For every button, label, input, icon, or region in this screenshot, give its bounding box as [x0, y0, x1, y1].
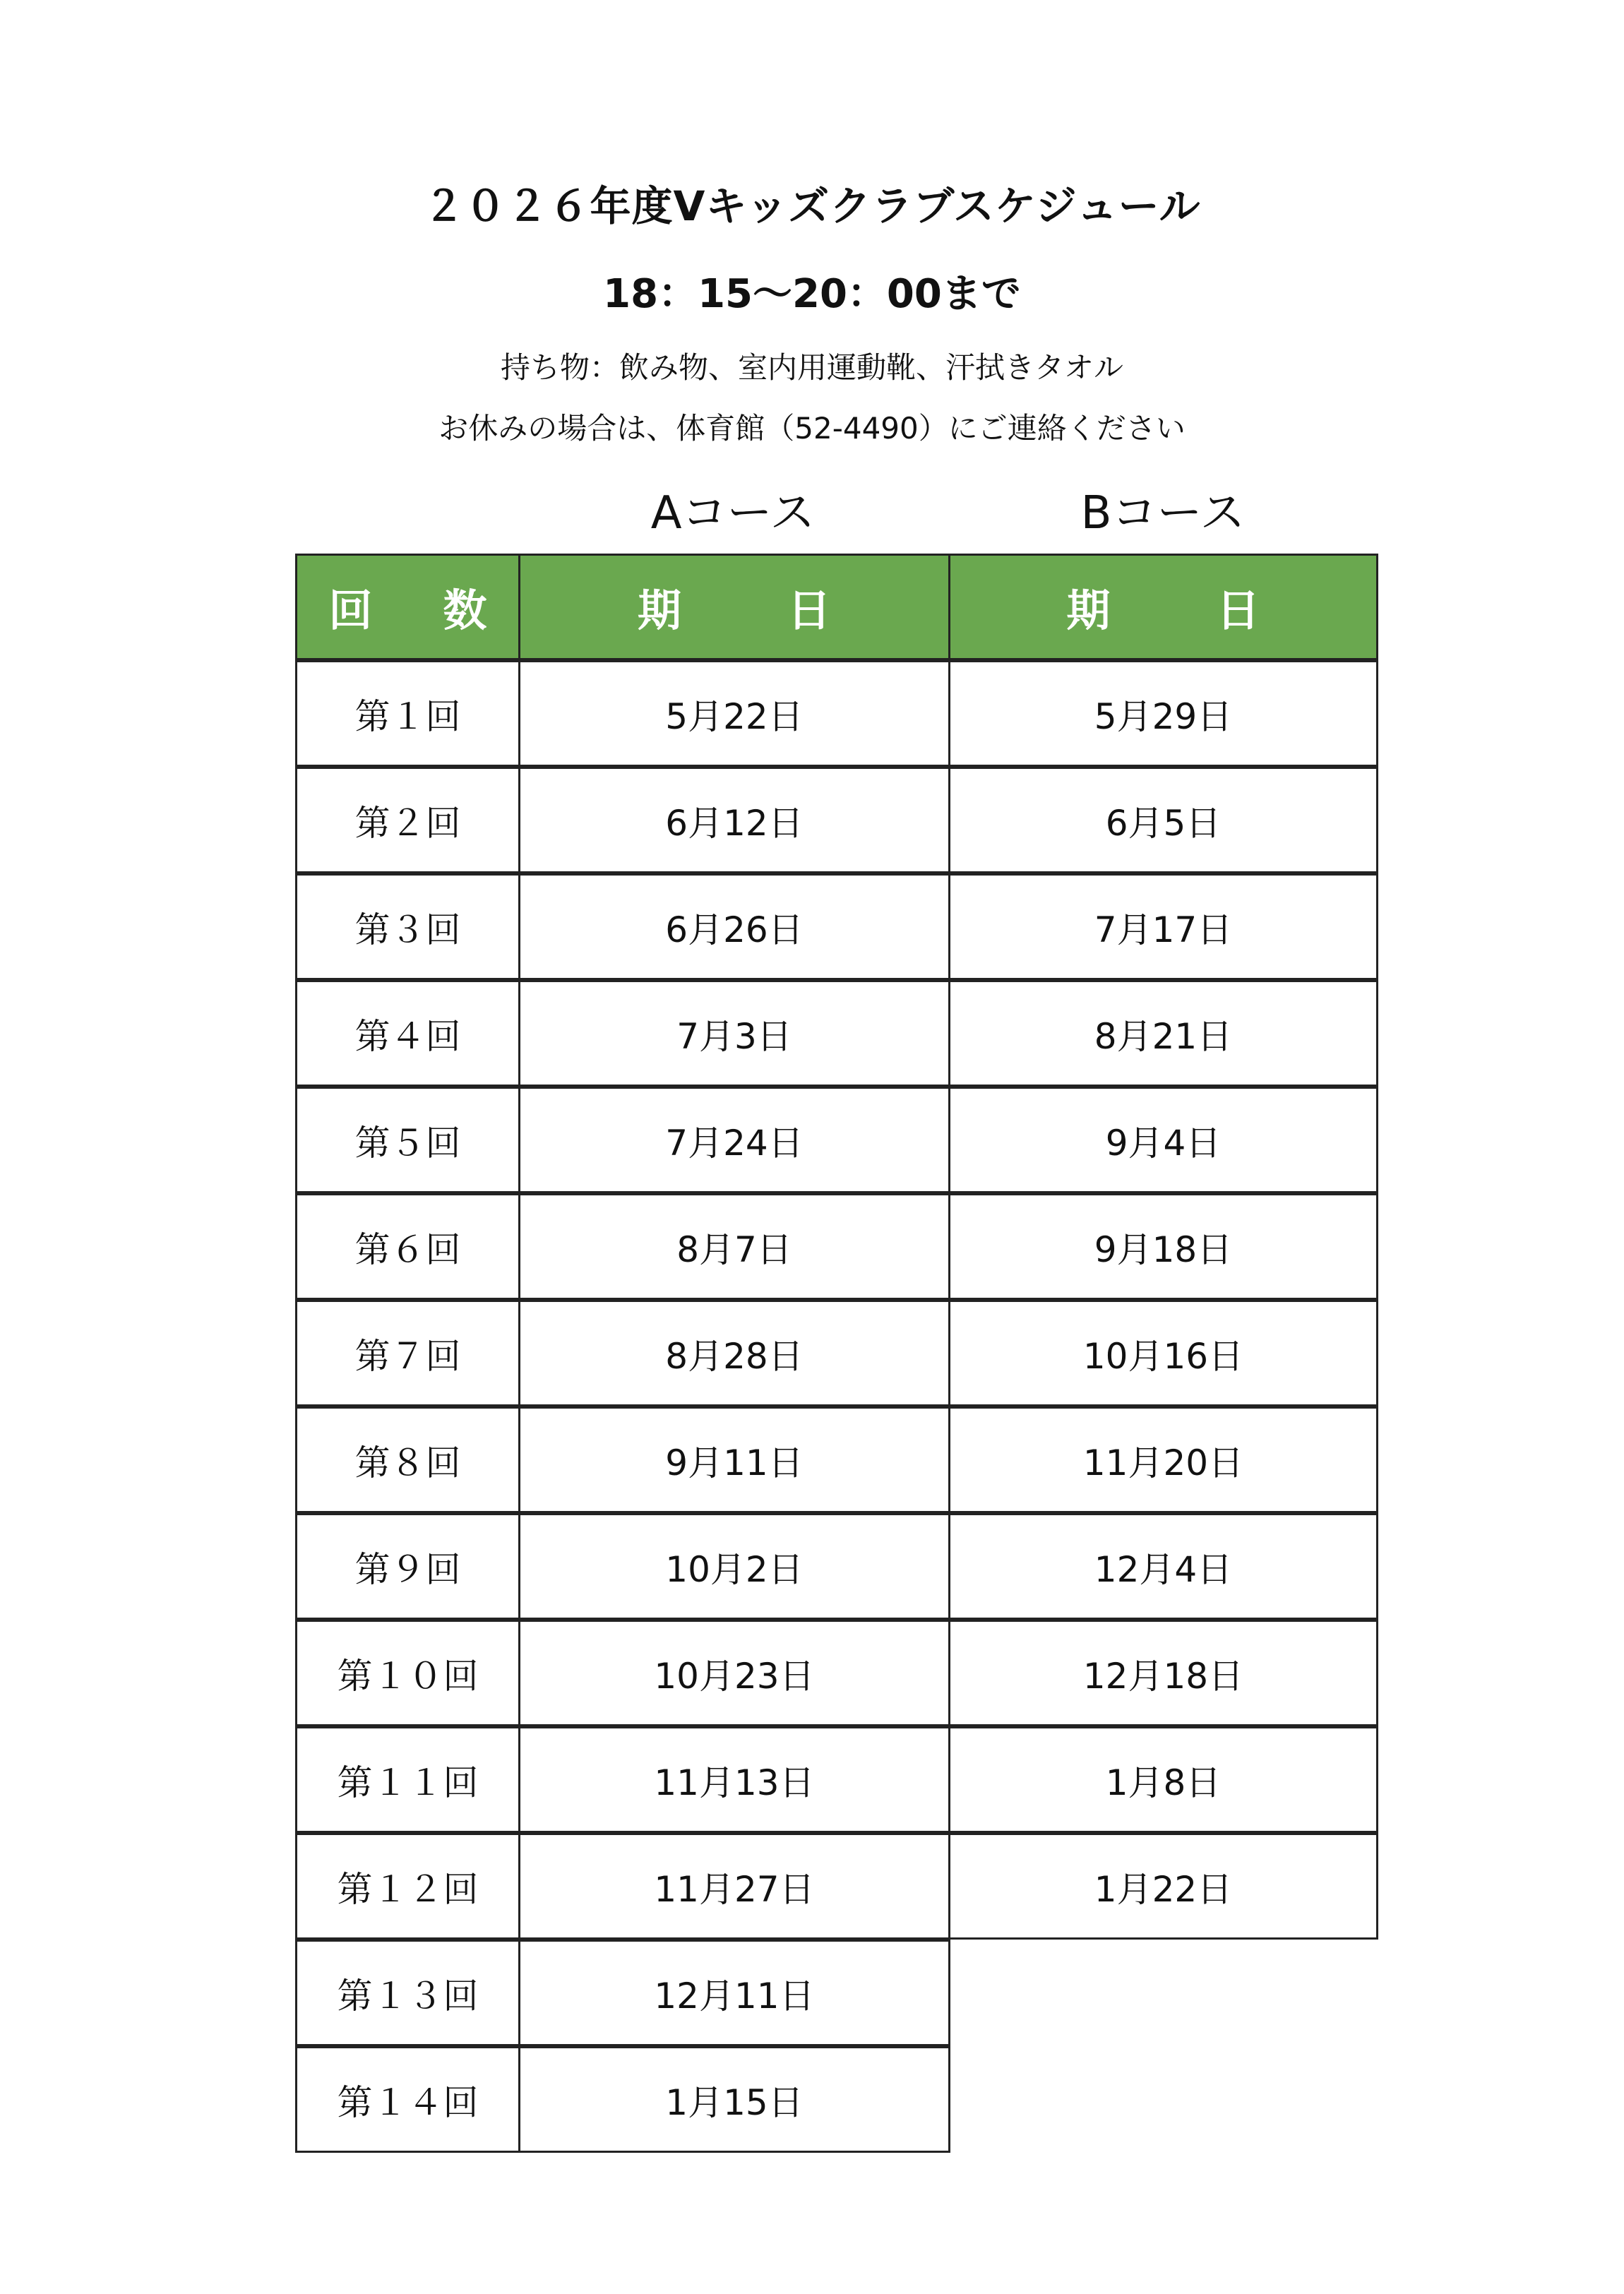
course-a-date-cell: 12月11日: [518, 1940, 950, 2046]
schedule-table: [295, 554, 1378, 2153]
header-count-char2: 数: [443, 585, 487, 636]
header-date-b: [948, 554, 1378, 660]
table-row: [295, 1300, 1378, 1406]
header-count: [295, 554, 520, 660]
round-cell: 第１２回: [295, 1833, 520, 1940]
round-cell: 第１０回: [295, 1620, 520, 1726]
course-a-date-cell: 8月7日: [518, 1193, 950, 1300]
course-b-date-cell: 12月18日: [948, 1620, 1378, 1726]
round-cell: 第１４回: [295, 2046, 520, 2153]
header-date-a: [518, 554, 950, 660]
course-b-date-cell: 6月5日: [948, 767, 1378, 873]
page-title: ２０２６年度Vキッズクラブスケジュール: [423, 182, 1201, 230]
course-a-date-cell: 7月24日: [518, 1087, 950, 1193]
course-b-date-cell: 9月18日: [948, 1193, 1378, 1300]
round-cell: 第８回: [295, 1406, 520, 1513]
round-cell: 第７回: [295, 1300, 520, 1406]
table-row: [295, 1940, 1378, 2046]
round-cell: 第２回: [295, 767, 520, 873]
course-a-date-cell: 11月13日: [518, 1726, 950, 1833]
table-row: [295, 767, 1378, 873]
empty-cell: [948, 1940, 1378, 2046]
round-cell: 第５回: [295, 1087, 520, 1193]
time-range: 18：15～20：00まで: [603, 271, 1021, 317]
course-a-label: Aコース: [650, 487, 816, 539]
course-a-date-cell: 10月2日: [518, 1513, 950, 1620]
course-b-label: Bコース: [1080, 487, 1246, 539]
table-row: [295, 1193, 1378, 1300]
table-header-row: [295, 554, 1378, 660]
header-date-a-char1: 期: [637, 585, 681, 636]
course-b-date-cell: 12月4日: [948, 1513, 1378, 1620]
header-date-b-char2: 日: [1216, 585, 1260, 636]
course-b-date-cell: 1月22日: [948, 1833, 1378, 1940]
table-body: [295, 660, 1378, 2153]
table-row: [295, 1833, 1378, 1940]
round-cell: 第１回: [295, 660, 520, 767]
round-cell: 第１３回: [295, 1940, 520, 2046]
header-date-a-char2: 日: [787, 585, 832, 636]
course-a-date-cell: 11月27日: [518, 1833, 950, 1940]
course-a-date-cell: 9月11日: [518, 1406, 950, 1513]
header-date-b-char1: 期: [1066, 585, 1111, 636]
course-a-date-cell: 7月3日: [518, 980, 950, 1087]
table-row: [295, 1513, 1378, 1620]
course-b-date-cell: 7月17日: [948, 873, 1378, 980]
empty-cell: [948, 2046, 1378, 2153]
course-a-date-cell: 6月12日: [518, 767, 950, 873]
course-b-date-cell: 8月21日: [948, 980, 1378, 1087]
round-cell: 第６回: [295, 1193, 520, 1300]
course-b-date-cell: 11月20日: [948, 1406, 1378, 1513]
items-note: 持ち物：飲み物、室内用運動靴、汗拭きタオル: [500, 350, 1123, 385]
table-row: [295, 1726, 1378, 1833]
table-row: [295, 2046, 1378, 2153]
table-row: [295, 873, 1378, 980]
round-cell: 第３回: [295, 873, 520, 980]
course-a-date-cell: 6月26日: [518, 873, 950, 980]
header-count-char1: 回: [328, 585, 373, 636]
course-b-date-cell: 1月8日: [948, 1726, 1378, 1833]
table-row: [295, 980, 1378, 1087]
course-b-date-cell: 5月29日: [948, 660, 1378, 767]
course-b-date-cell: 10月16日: [948, 1300, 1378, 1406]
course-a-date-cell: 1月15日: [518, 2046, 950, 2153]
round-cell: 第４回: [295, 980, 520, 1087]
course-a-date-cell: 8月28日: [518, 1300, 950, 1406]
table-row: [295, 1620, 1378, 1726]
course-b-date-cell: 9月4日: [948, 1087, 1378, 1193]
contact-note: お休みの場合は、体育館（52-4490）にご連絡ください: [438, 411, 1186, 446]
table-row: [295, 1087, 1378, 1193]
course-a-date-cell: 5月22日: [518, 660, 950, 767]
table-row: [295, 1406, 1378, 1513]
course-a-date-cell: 10月23日: [518, 1620, 950, 1726]
table-row: [295, 660, 1378, 767]
round-cell: 第９回: [295, 1513, 520, 1620]
round-cell: 第１１回: [295, 1726, 520, 1833]
